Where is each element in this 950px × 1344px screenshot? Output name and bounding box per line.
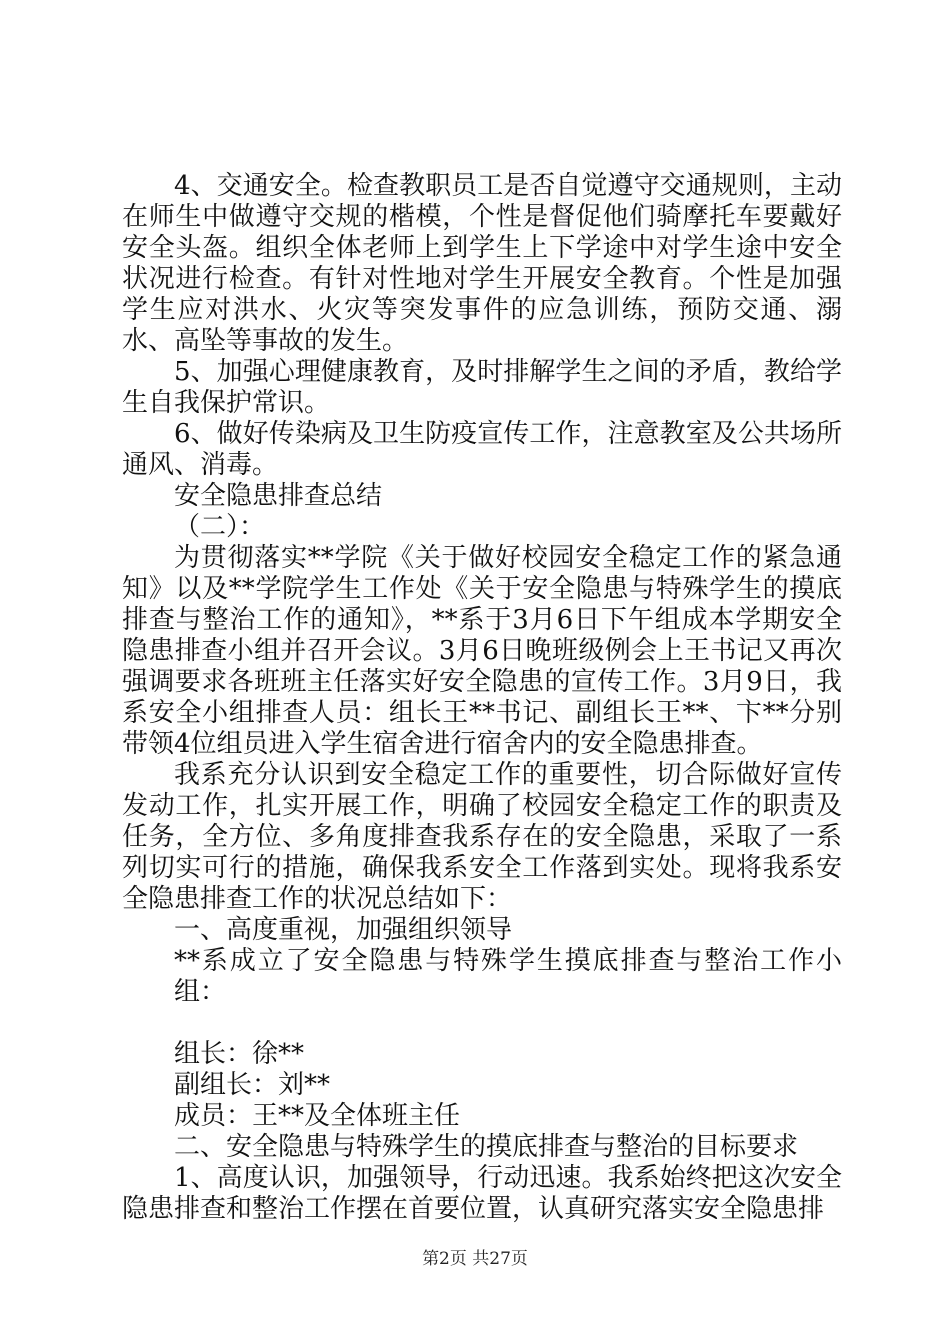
page-footer: 第2页 共27页 bbox=[422, 1249, 528, 1269]
paragraph-awareness: 我系充分认识到安全稳定工作的重要性，切合际做好宣传发动工作，扎实开展工作，明确了校园安全稳定工作的职责及任务，全方位、多角度排查我系存在的安全隐患，采取了一系列切实可行的措施，确保我系安全工作落到实处。现将我系安全隐患排查工作的状况总结如下： bbox=[122, 760, 842, 914]
paragraph-disease-prevention: 6、做好传染病及卫生防疫宣传工作，注意教室及公共场所通风、消毒。 bbox=[122, 419, 842, 480]
blank-line bbox=[122, 1008, 842, 1039]
document-body bbox=[122, 171, 842, 1225]
team-members: 成员：王**及全体班主任 bbox=[174, 1101, 461, 1131]
team-leader: 组长：徐** bbox=[174, 1039, 305, 1069]
section-number: （二）： bbox=[174, 512, 266, 542]
paragraph-goal-1: 1、高度认识，加强领导，行动迅速。我系始终把这次安全隐患排查和整治工作摆在首要位置，认真研究落实安全隐患排 bbox=[122, 1163, 842, 1224]
paragraph-traffic-safety: 4、交通安全。检查教职员工是否自觉遵守交通规则，主动在师生中做遵守交规的楷模，个性是督促他们骑摩托车要戴好安全头盔。组织全体老师上到学生上下学途中对学生途中安全状况进行检查。有针对性地对学生开展安全教育。个性是加强学生应对洪水、火灾等突发事件的应急训练，预防交通、溺水、高坠等事故的发生。 bbox=[122, 171, 842, 356]
section-title: 安全隐患排查总结 bbox=[174, 481, 383, 511]
heading-goals: 二、安全隐患与特殊学生的摸底排查与整治的目标要求 bbox=[174, 1132, 799, 1162]
paragraph-team-established: **系成立了安全隐患与特殊学生摸底排查与整治工作小组： bbox=[174, 946, 842, 1007]
paragraph-intro: 为贯彻落实**学院《关于做好校园安全稳定工作的紧急通知》以及**学院学生工作处《关于安全隐患与特殊学生的摸底排查与整治工作的通知》，**系于3月6日下午组成本学期安全隐患排查小组并召开会议。3月6日晚班级例会上王书记又再次强调要求各班班主任落实好安全隐患的宣传工作。3月9日，我系安全小组排查人员：组长王**书记、副组长王**、卞**分别带领4位组员进入学生宿舍进行宿舍内的安全隐患排查。 bbox=[122, 543, 842, 759]
heading-organization: 一、高度重视，加强组织领导 bbox=[174, 915, 513, 945]
paragraph-mental-health: 5、加强心理健康教育，及时排解学生之间的矛盾，教给学生自我保护常识。 bbox=[122, 357, 842, 418]
team-deputy-leader: 副组长：刘** bbox=[174, 1070, 331, 1100]
